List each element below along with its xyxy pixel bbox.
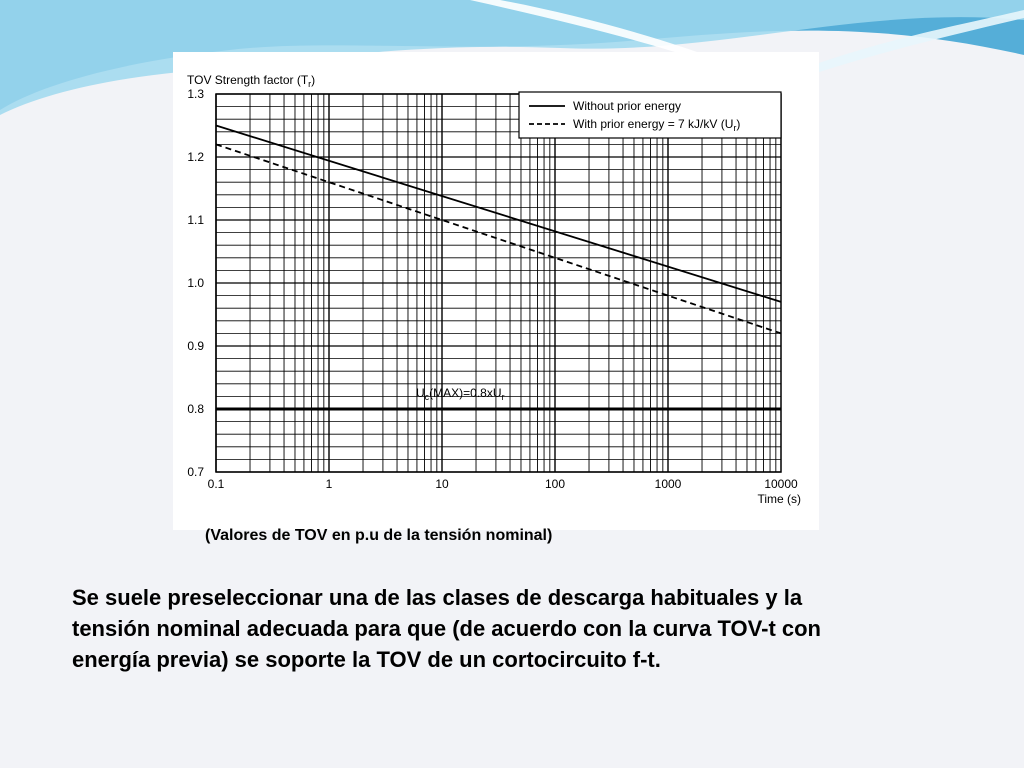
series-line-with-prior-energy bbox=[216, 144, 781, 333]
x-tick-label: 10 bbox=[435, 477, 449, 491]
x-tick-label: 1000 bbox=[654, 477, 682, 491]
body-line-1: Se suele preseleccionar una de las clases de descarga habituales y la bbox=[72, 585, 803, 610]
body-paragraph bbox=[72, 582, 962, 675]
chart-panel bbox=[173, 52, 819, 530]
legend-entry-label: With prior energy = 7 kJ/kV $(U_r)$ bbox=[573, 117, 741, 133]
y-tick-label: 1.2 bbox=[187, 150, 204, 164]
y-tick-label: 0.8 bbox=[187, 402, 204, 416]
legend-entry-label: Without prior energy bbox=[573, 99, 682, 113]
chart-series bbox=[216, 126, 781, 410]
series-line-without-prior-energy bbox=[216, 126, 781, 302]
body-line-3: energía previa) se soporte la TOV de un cortocircuito f-t. bbox=[72, 647, 661, 672]
reference-line-label: $U_c(MAX)=0.8xU_r$ bbox=[416, 386, 505, 402]
x-tick-label: 1 bbox=[325, 477, 333, 491]
y-tick-label: 0.7 bbox=[187, 465, 204, 479]
body-line-2: tensión nominal adecuada para que (de acuerdo con la curva TOV-t con bbox=[72, 616, 821, 641]
chart-grid bbox=[216, 94, 781, 472]
x-tick-label: 100 bbox=[544, 477, 566, 491]
y-tick-label: 1.1 bbox=[187, 213, 204, 227]
y-tick-label: 1.0 bbox=[187, 276, 204, 290]
x-axis-title: Time (s) bbox=[757, 492, 801, 506]
y-axis-title: TOV Strength factor $(T_r)$ bbox=[187, 73, 316, 89]
chart-legend bbox=[519, 92, 781, 138]
chart-caption: (Valores de TOV en p.u de la tensión nominal) bbox=[205, 527, 553, 544]
tov-chart bbox=[173, 52, 819, 530]
y-tick-label: 0.9 bbox=[187, 339, 204, 353]
x-tick-label: 0.1 bbox=[207, 477, 225, 491]
x-tick-label: 10000 bbox=[764, 477, 798, 491]
y-tick-label: 1.3 bbox=[187, 87, 204, 101]
